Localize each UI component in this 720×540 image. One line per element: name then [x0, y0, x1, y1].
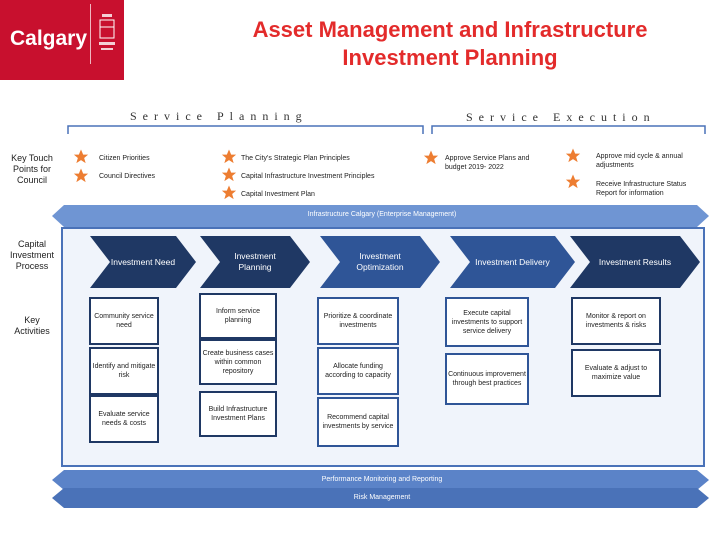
star-icon — [222, 168, 236, 182]
star-icon — [222, 150, 236, 164]
star-icon — [566, 175, 580, 189]
activity-text: Create business cases within common repository — [202, 349, 274, 375]
step-planning-label: Investment Planning — [234, 251, 276, 272]
activity-text: Evaluate & adjust to maximize value — [584, 365, 648, 381]
activity-text: Monitor & report on investments & risks — [585, 313, 647, 329]
activity-text: Continuous improvement through best practices — [448, 371, 526, 387]
step-delivery-label: Investment Delivery — [475, 256, 550, 267]
touch-point: Receive Infrastructure Status Report for information — [596, 181, 687, 197]
star-icon — [566, 149, 580, 163]
risk-bar-label: Risk Management — [353, 494, 411, 501]
activity-text: Inform service planning — [216, 308, 260, 324]
enterprise-bar-label: Infrastructure Calgary (Enterprise Management) — [307, 211, 457, 218]
star-icon — [424, 151, 438, 165]
logo-wordmark: Calgary — [10, 27, 88, 50]
title-line-1: Asset Management and Infrastructure — [252, 17, 648, 42]
step-results-label: Investment Results — [598, 256, 672, 267]
star-icon — [74, 150, 88, 164]
star-icon — [222, 186, 236, 200]
activity-text: Recommend capital investments by service — [322, 414, 394, 430]
star-icon — [74, 169, 88, 183]
activities-heading: Key Activities — [14, 315, 50, 336]
phase-planning-label: Service Planning — [130, 109, 308, 123]
performance-bar-label: Performance Monitoring and Reporting — [321, 476, 443, 483]
activity-text: Execute capital investments to support service delivery — [451, 309, 523, 335]
touch-point: The City's Strategic Plan Principles — [241, 155, 350, 162]
process-heading: Capital Investment Process — [9, 239, 55, 271]
touch-point: Capital Infrastructure Investment Principles — [241, 173, 375, 180]
touch-points-heading: Key Touch Points for Council — [11, 153, 53, 185]
step-need-label: Investment Need — [110, 256, 176, 267]
phase-execution-label: Service Execution — [466, 110, 656, 124]
activity-text: Prioritize & coordinate investments — [323, 313, 393, 329]
activity-text: Allocate funding according to capacity — [325, 363, 391, 379]
activity-text: Evaluate service needs & costs — [98, 411, 150, 427]
touch-point: Council Directives — [99, 173, 156, 180]
step-optimization-label: Investment Optimization — [356, 251, 404, 272]
title-line-2: Investment Planning — [342, 45, 558, 70]
touch-point: Approve Service Plans and budget 2019- 2022 — [445, 155, 530, 171]
touch-point: Citizen Priorities — [99, 155, 150, 162]
touch-point: Approve mid cycle & annual adjustments — [596, 153, 683, 169]
planning-bracket — [68, 126, 423, 134]
execution-bracket — [432, 126, 705, 134]
touch-point: Capital Investment Plan — [241, 191, 315, 198]
activity-text: Community service need — [94, 313, 154, 329]
activity-text: Build Infrastructure Investment Plans — [208, 406, 268, 422]
activity-text: Identify and mitigate risk — [92, 363, 156, 379]
